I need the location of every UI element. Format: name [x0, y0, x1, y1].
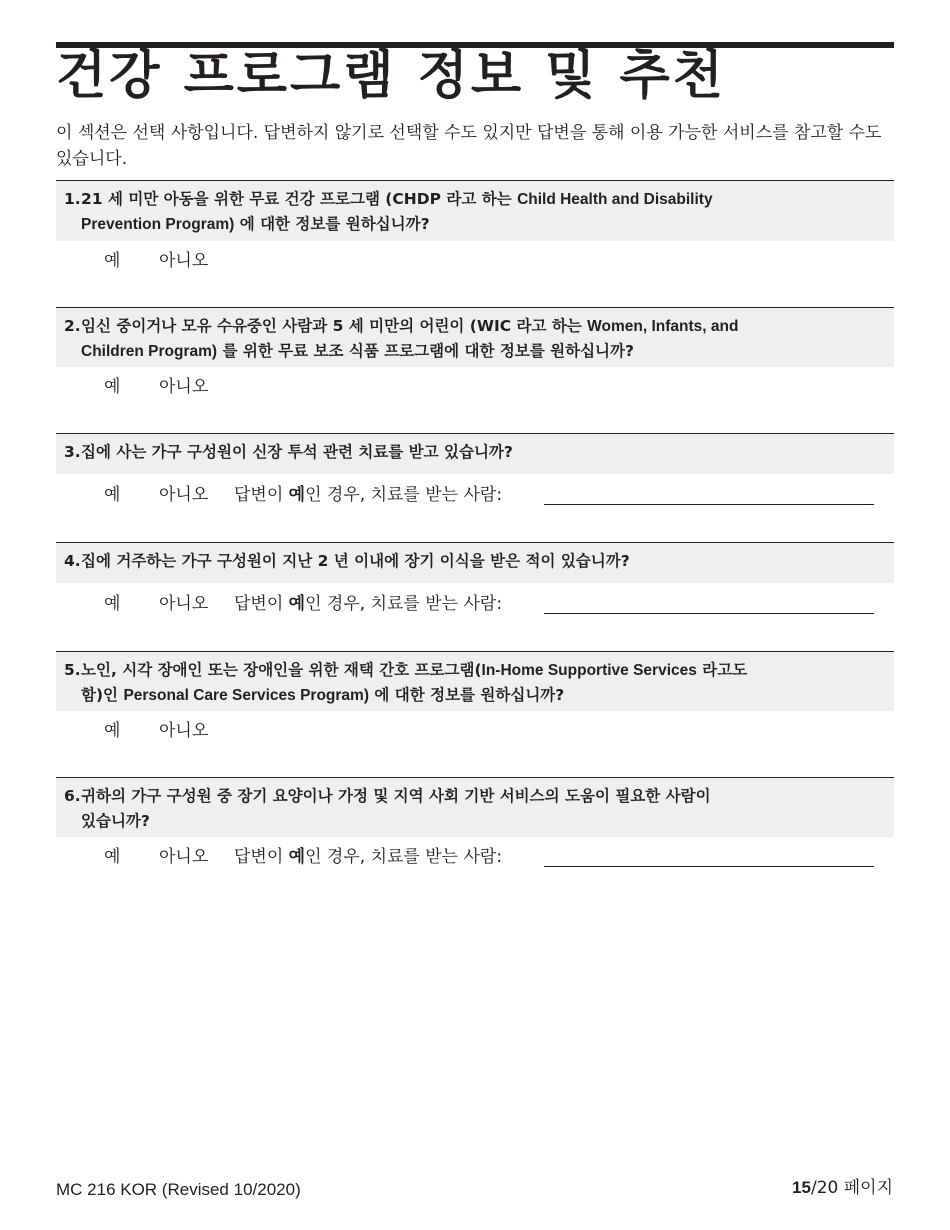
- no-option[interactable]: 아니오: [159, 594, 209, 614]
- question-text: In-Home Supportive Services: [481, 662, 697, 679]
- yes-option[interactable]: 예: [104, 721, 121, 741]
- no-option[interactable]: 아니오: [159, 847, 209, 867]
- question-1: [56, 180, 894, 241]
- recipient-label: 답변이 예인 경우, 치료를 받는 사람:: [234, 847, 503, 867]
- question-text: 집에 사는 가구 구성원이 신장 투석 관련 치료를 받고 있습니까?: [81, 443, 513, 461]
- question-text: 집에 거주하는 가구 구성원이 지난 2 년 이내에 장기 이식을 받은 적이 있습니까?: [81, 552, 630, 570]
- question-number: 1.: [64, 190, 81, 208]
- question-2: [56, 307, 894, 367]
- yes-option[interactable]: 예: [104, 377, 121, 397]
- question-text: Children Program): [81, 343, 218, 360]
- question-number: 3.: [64, 443, 81, 461]
- question-text: 있습니까?: [81, 812, 150, 830]
- recipient-label: 답변이 예인 경우, 치료를 받는 사람:: [234, 485, 503, 505]
- page-title: 건강 프로그램 정보 및 추천: [56, 46, 726, 106]
- intro-text: 이 섹션은 선택 사항입니다. 답변하지 않기로 선택할 수도 있지만 답변을 통해 이용 가능한 서비스를 참고할 수도 있습니다.: [56, 123, 882, 169]
- question-number: 5.: [64, 661, 81, 679]
- yes-option[interactable]: 예: [104, 847, 121, 867]
- question-text: 귀하의 가구 구성원 중 장기 요양이나 가정 및 지역 사회 기반 서비스의 도움이 필요한 사람이: [81, 787, 711, 805]
- no-option[interactable]: 아니오: [159, 721, 209, 741]
- question-6: [56, 777, 894, 837]
- question-text: Personal Care Services Program): [123, 687, 369, 704]
- answer-row-3: [56, 481, 894, 509]
- question-number: 6.: [64, 787, 81, 805]
- no-option[interactable]: 아니오: [159, 377, 209, 397]
- question-text: 21 세 미만 아동을 위한 무료 건강 프로그램 (CHDP 라고 하는: [81, 190, 518, 208]
- question-text: Child Health and Disability: [517, 191, 713, 208]
- no-option[interactable]: 아니오: [159, 485, 209, 505]
- question-text: Women, Infants, and: [587, 318, 739, 335]
- answer-row-2: [56, 373, 894, 401]
- question-text: 노인, 시각 장애인 또는 장애인을 위한 재택 간호 프로그램(: [81, 661, 482, 679]
- yes-option[interactable]: 예: [104, 594, 121, 614]
- yes-option[interactable]: 예: [104, 485, 121, 505]
- recipient-input[interactable]: [544, 613, 874, 614]
- question-text: 를 위한 무료 보조 식품 프로그램에 대한 정보를 원하십니까?: [217, 342, 634, 360]
- question-text: 라고도: [696, 661, 748, 679]
- yes-option[interactable]: 예: [104, 251, 121, 271]
- question-number: 2.: [64, 317, 81, 335]
- question-text: 임신 중이거나 모유 수유중인 사람과 5 세 미만의 어린이 (WIC 라고 하는: [81, 317, 588, 335]
- recipient-input[interactable]: [544, 504, 874, 505]
- question-text: 에 대한 정보를 원하십니까?: [234, 215, 430, 233]
- question-text: 함)인: [81, 686, 124, 704]
- no-option[interactable]: 아니오: [159, 251, 209, 271]
- question-number: 4.: [64, 552, 81, 570]
- answer-row-4: [56, 590, 894, 618]
- page-number: 15/20 페이지: [792, 1178, 893, 1198]
- answer-row-1: [56, 247, 894, 275]
- recipient-input[interactable]: [544, 866, 874, 867]
- answer-row-5: [56, 717, 894, 745]
- question-5: [56, 651, 894, 711]
- answer-row-6: [56, 843, 894, 871]
- recipient-label: 답변이 예인 경우, 치료를 받는 사람:: [234, 594, 503, 614]
- question-text: Prevention Program): [81, 216, 235, 233]
- form-id: MC 216 KOR (Revised 10/2020): [56, 1180, 301, 1199]
- question-4: [56, 542, 894, 583]
- question-text: 에 대한 정보를 원하십니까?: [368, 686, 565, 704]
- question-3: [56, 433, 894, 474]
